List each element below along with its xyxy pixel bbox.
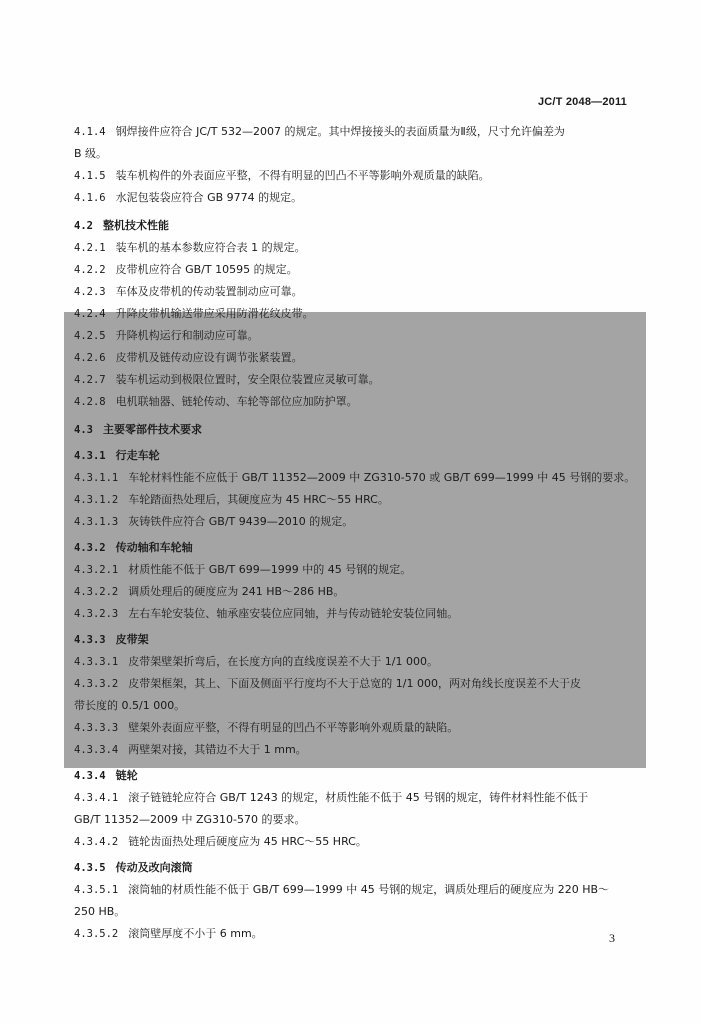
clause-text: 升降皮带机输送带应采用防滑花纹皮带。 xyxy=(115,307,314,320)
clause-text: 皮带机及链传动应设有调节张紧装置。 xyxy=(115,351,303,364)
section-heading xyxy=(74,537,634,559)
clause-text: 装车机运动到极限位置时，安全限位装置应灵敏可靠。 xyxy=(115,373,380,386)
clause-continuation xyxy=(74,901,634,923)
clause-text: 钢焊接件应符合 JC/T 532—2007 的规定。其中焊接接头的表面质量为Ⅱ级，尺寸允许偏差为 xyxy=(115,125,565,138)
clause xyxy=(74,673,634,695)
clause-text: 左右车轮安装位、轴承座安装位应同轴，并与传动链轮安装位同轴。 xyxy=(128,607,459,620)
clause-text: 滚子链链轮应符合 GB/T 1243 的规定，材质性能不低于 45 号钢的规定，铸件材料性能不低于 xyxy=(128,791,589,804)
clause xyxy=(74,489,634,511)
clause-number: 4.2 xyxy=(74,220,93,232)
clause-text: B 级。 xyxy=(74,147,108,160)
clause-number: 4.2.1 xyxy=(74,242,106,254)
clause-number: 4.2.5 xyxy=(74,330,106,342)
clause-number: 4.1.5 xyxy=(74,170,106,182)
clause-number: 4.3.2.1 xyxy=(74,564,119,576)
clause xyxy=(74,511,634,533)
clause-text: 水泥包装袋应符合 GB 9774 的规定。 xyxy=(115,191,303,204)
clause-text: 带长度的 0.5/1 000。 xyxy=(74,699,186,712)
clause-text: 壁架外表面应平整，不得有明显的凹凸不平等影响外观质量的缺陷。 xyxy=(128,721,459,734)
clause xyxy=(74,369,634,391)
clause-text: 滚筒壁厚度不小于 6 mm。 xyxy=(128,927,263,940)
section-heading xyxy=(74,445,634,467)
clause-text: 传动及改向滚筒 xyxy=(115,861,193,874)
clause-text: 灰铸铁件应符合 GB/T 9439—2010 的规定。 xyxy=(128,515,354,528)
clause-text: 主要零部件技术要求 xyxy=(102,423,202,436)
clause xyxy=(74,879,634,901)
clause-number: 4.3.1.3 xyxy=(74,516,119,528)
clause-text: 装车机的基本参数应符合表 1 的规定。 xyxy=(115,241,306,254)
clause-number: 4.3.3.4 xyxy=(74,744,119,756)
clause xyxy=(74,717,634,739)
section-heading xyxy=(74,215,634,237)
section-heading xyxy=(74,419,634,441)
clause-number: 4.3 xyxy=(74,424,93,436)
page-number: 3 xyxy=(609,931,615,945)
clause-number: 4.3.2.2 xyxy=(74,586,119,598)
clause-text: 传动轴和车轮轴 xyxy=(115,541,193,554)
clause-number: 4.3.1.2 xyxy=(74,494,119,506)
clause-number: 4.2.6 xyxy=(74,352,106,364)
clause xyxy=(74,259,634,281)
clause-text: 滚筒轴的材质性能不低于 GB/T 699—1999 中 45 号钢的规定，调质处理后的硬度应为 220 HB～ xyxy=(128,883,610,896)
clause-number: 4.3.1 xyxy=(74,450,106,462)
clause-number: 4.3.3 xyxy=(74,634,106,646)
clause-text: 行走车轮 xyxy=(115,449,160,462)
section-heading xyxy=(74,765,634,787)
clause-text: 皮带机应符合 GB/T 10595 的规定。 xyxy=(115,263,298,276)
clause xyxy=(74,603,634,625)
clause-text: 皮带架壁架折弯后，在长度方向的直线度误差不大于 1/1 000。 xyxy=(128,655,438,668)
clause xyxy=(74,121,634,143)
clause-continuation xyxy=(74,809,634,831)
clause-number: 4.3.2 xyxy=(74,542,106,554)
clause-number: 4.2.8 xyxy=(74,396,106,408)
clause-number: 4.1.6 xyxy=(74,192,106,204)
clause-number: 4.3.5.2 xyxy=(74,928,119,940)
clause-number: 4.3.5 xyxy=(74,862,106,874)
clause-text: 车轮材料性能不应低于 GB/T 11352—2009 中 ZG310-570 或 GB/T 699—1999 中 45 号钢的要求。 xyxy=(128,471,636,484)
clause-text: GB/T 11352—2009 中 ZG310-570 的要求。 xyxy=(74,813,306,826)
clause-number: 4.3.4.2 xyxy=(74,836,119,848)
clause-number: 4.2.4 xyxy=(74,308,106,320)
clause-continuation xyxy=(74,695,634,717)
clause-text: 皮带架 xyxy=(115,633,149,646)
clause-text: 调质处理后的硬度应为 241 HB～286 HB。 xyxy=(128,585,345,598)
clause-text: 车轮踏面热处理后，其硬度应为 45 HRC～55 HRC。 xyxy=(128,493,389,506)
clause xyxy=(74,325,634,347)
clause-text: 链轮 xyxy=(115,769,138,782)
clause-text: 250 HB。 xyxy=(74,905,126,918)
clause-text: 装车机构件的外表面应平整，不得有明显的凹凸不平等影响外观质量的缺陷。 xyxy=(115,169,490,182)
clause-text: 电机联轴器、链轮传动、车轮等部位应加防护罩。 xyxy=(115,395,358,408)
clause-text: 材质性能不低于 GB/T 699—1999 中的 45 号钢的规定。 xyxy=(128,563,412,576)
clause-number: 4.3.4 xyxy=(74,770,106,782)
clause xyxy=(74,237,634,259)
clause xyxy=(74,831,634,853)
clause-text: 皮带架框架，其上、下面及侧面平行度均不大于总宽的 1/1 000，两对角线长度误差不大于皮 xyxy=(128,677,581,690)
clause-text: 整机技术性能 xyxy=(102,219,169,232)
standard-code: JC/T 2048—2011 xyxy=(537,96,627,108)
clause-text: 两壁架对接，其错边不大于 1 mm。 xyxy=(128,743,307,756)
clause-number: 4.2.3 xyxy=(74,286,106,298)
section-heading xyxy=(74,629,634,651)
clause xyxy=(74,165,634,187)
clause xyxy=(74,187,634,209)
clause xyxy=(74,303,634,325)
section-heading xyxy=(74,857,634,879)
clause-text: 车体及皮带机的传动装置制动应可靠。 xyxy=(115,285,303,298)
clause-text: 升降机构运行和制动应可靠。 xyxy=(115,329,259,342)
clause xyxy=(74,347,634,369)
clause xyxy=(74,923,634,945)
clause-number: 4.3.2.3 xyxy=(74,608,119,620)
clause-number: 4.1.4 xyxy=(74,126,106,138)
clause-number: 4.2.2 xyxy=(74,264,106,276)
clause-number: 4.3.3.2 xyxy=(74,678,119,690)
clause xyxy=(74,467,634,489)
clause-number: 4.3.5.1 xyxy=(74,884,119,896)
clause-number: 4.3.1.1 xyxy=(74,472,119,484)
clause-number: 4.3.4.1 xyxy=(74,792,119,804)
clause xyxy=(74,651,634,673)
clause-number: 4.3.3.3 xyxy=(74,722,119,734)
clause-number: 4.3.3.1 xyxy=(74,656,119,668)
clause xyxy=(74,787,634,809)
clause-text: 链轮齿面热处理后硬度应为 45 HRC～55 HRC。 xyxy=(128,835,367,848)
clause xyxy=(74,559,634,581)
document-body xyxy=(74,121,634,945)
clause xyxy=(74,391,634,413)
clause-number: 4.2.7 xyxy=(74,374,106,386)
clause-continuation xyxy=(74,143,634,165)
clause xyxy=(74,739,634,761)
clause xyxy=(74,281,634,303)
clause xyxy=(74,581,634,603)
